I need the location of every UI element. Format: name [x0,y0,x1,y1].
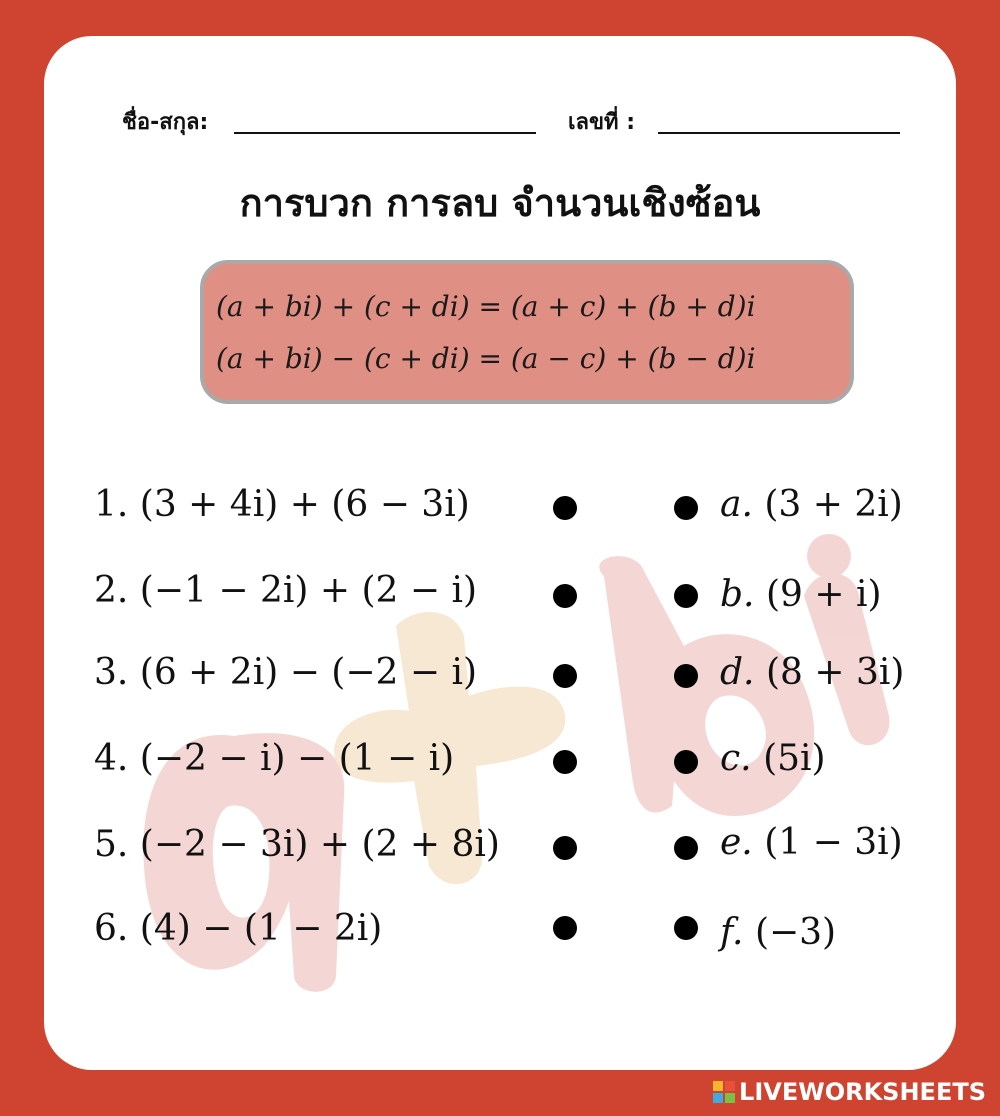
left-match-dot-3[interactable] [553,664,577,688]
answer-letter: e. [720,822,753,863]
answer-a [720,484,903,525]
header-row [44,104,956,144]
answer-b [720,574,882,615]
right-match-dot-d[interactable] [674,664,698,688]
answer-letter: f. [720,912,744,953]
brand-text: LIVEWORKSHEETS [739,1078,986,1106]
answer-letter: b. [720,574,755,615]
answer-f [720,912,836,953]
number-label: เลขที่ : [568,110,635,135]
problem-6: 6. (4) − (1 − 2i) [94,908,383,949]
watermark-letter-i [804,534,889,745]
answer-expression: (9 + i) [765,574,882,615]
right-match-dot-f[interactable] [674,916,698,940]
answer-e [720,822,903,863]
left-match-dot-6[interactable] [553,916,577,940]
name-label: ชื่อ-สกุล: [122,110,209,135]
answer-letter: d. [720,652,755,693]
answer-letter: c. [720,738,752,779]
answer-expression: (8 + 3i) [765,652,905,693]
problem-2: 2. (−1 − 2i) + (2 − i) [94,570,478,611]
answer-expression: (−3) [754,912,837,953]
liveworksheets-brand [713,1078,986,1106]
answer-c [720,738,826,779]
left-match-dot-4[interactable] [553,750,577,774]
addition-formula: (a + bi) + (c + di) = (a + c) + (b + d)i [216,290,756,323]
answer-d [720,652,904,693]
right-match-dot-e[interactable] [674,836,698,860]
answer-expression: (3 + 2i) [764,484,903,525]
number-field-line[interactable] [658,132,900,134]
answer-expression: (1 − 3i) [764,822,903,863]
subtraction-formula: (a + bi) − (c + di) = (a − c) + (b − d)i [216,342,756,375]
right-match-dot-c[interactable] [674,750,698,774]
liveworksheets-logo-icon [713,1081,735,1103]
right-match-dot-a[interactable] [674,496,698,520]
left-match-dot-2[interactable] [553,584,577,608]
formula-box [200,260,854,404]
page-title: การบวก การลบ จำนวนเชิงซ้อน [239,181,761,225]
right-match-dot-b[interactable] [674,584,698,608]
worksheet-card [44,36,956,1070]
answer-letter: a. [720,484,753,525]
name-field-line[interactable] [234,132,536,134]
problem-4: 4. (−2 − i) − (1 − i) [94,738,455,779]
answer-expression: (5i) [763,738,826,779]
problem-3: 3. (6 + 2i) − (−2 − i) [94,652,478,693]
problem-1: 1. (3 + 4i) + (6 − 3i) [94,484,470,525]
problem-5: 5. (−2 − 3i) + (2 + 8i) [94,824,500,865]
left-match-dot-5[interactable] [553,836,577,860]
left-match-dot-1[interactable] [553,496,577,520]
